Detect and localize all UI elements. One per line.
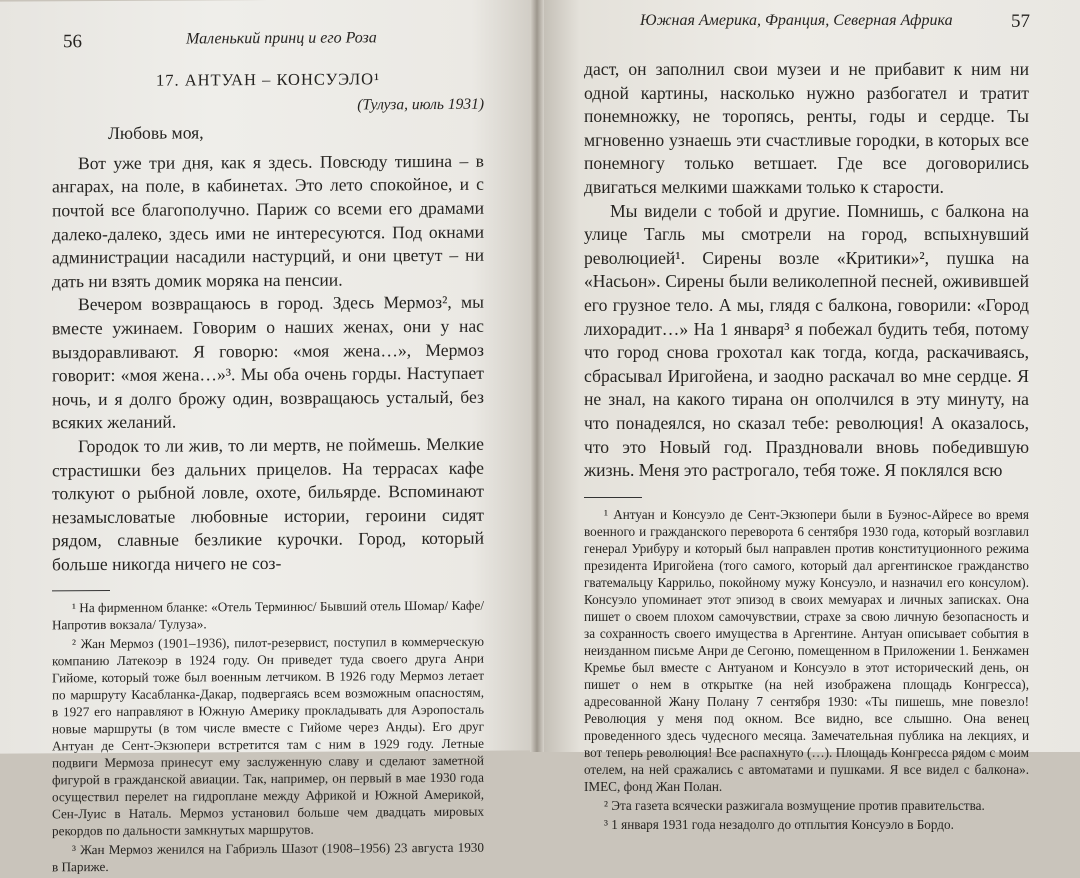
running-header: Южная Америка, Франция, Северная Африка: [640, 12, 953, 29]
footnotes: [52, 597, 484, 876]
page-number: 56: [63, 31, 82, 53]
right-page-body: [584, 58, 1029, 835]
footnote: ¹ Антуан и Консуэло де Сент-Экзюпери были в Буэнос-Айресе во время военного и гражданского переворота 6 сентября 1930 года, который возглавил генерал Урибуру и который был направлен против конституционного режима президента Иригойена (того самого, который дал аргентинское гражданство гватемальцу Каррильо, покойному мужу Консуэло, и назначил его консулом). Консуэло упоминает этот эпизод в своих мемуарах и личных записках. Она пишет о своем плохом самочувствии, страхе за свою личную безопасность и за сохранность своего имущества в Аргентине. Антуан описывает события в неизданном письме Анри де Сегоню, помещенном в Приложении 1. Бенжамен Кремье был вместе с Антуаном и Консуэло в этот исторический день, он пишет о нем в открытке (на ней изображена площадь Конгресса), адресованной Жану Полану 7 сентября 1930: «Ты пишешь, мне повезло! Революция у меня под окном. Все видно, все слышно. Она венец проведенного здесь чудесного месяца. Замечательная публика на лекциях, и вот теперь революция! Все распахнуто (…). Площадь Конгресса рядом с моим отелем, на ней сражались с автоматами и пушками. Я все видел с балкона». IMEC, фонд Жан Полан.: [584, 506, 1029, 794]
footnote: ² Эта газета всячески разжигала возмущение против правительства.: [604, 797, 985, 813]
page-number: 57: [1011, 11, 1030, 32]
footnote: ² Жан Мермоз (1901–1936), пилот-резервист, поступил в коммерческую компанию Латекоэр в 1924 году. Он приведет туда своего друга Анри Гийоме, который тоже был военным летчиком. В 1926 году Мермоз летает по маршруту Касабланка-Дакар, подвергаясь всем возможным опасностям, в 1927 его направляют в Южную Америку прокладывать для Аэропосталь новые маршруты (в том числе вместе с Гийоме через Анды). Его друг Антуан де Сент-Экзюпери встретится там с ним в 1929 году. Летные подвиги Мермоза принесут ему заслуженную славу и сделают заметной фигурой в гражданской авиации. Так, например, он первый в мае 1930 года осуществил перелет на гидроплане между Африкой и Южной Америкой, Сен-Луис в Наталь. Мермоз установил больше чем двадцать мировых рекордов по дальности замкнутых маршрутов.: [52, 634, 484, 839]
right-page: [536, 0, 1080, 832]
paragraph: Мы видели с тобой и другие. Помнишь, с балкона на улице Тагль мы смотрели на город, вспыхнувший революцией¹. Сирены возле «Критики»², пушка на «Насьон». Сирены были великолепной песней, оживившей его грузное тело. А мы, глядя с балкона, говорили: «Город лихорадит…» На 1 января³ я побежал будить тебя, потому что город снова грохотал как тогда, когда, раскачиваясь, сбрасывал Иригойена, и заодно раскачал во мне сердце. Я не знал, на какого тирана он ополчился в эту минуту, на что понадеялся, но сказал тебе: революция! А оказалось, что это Новый год. Праздновали вновь победившую жизнь. Меня это растрогало, тебя тоже. Я поклялся всю: [584, 200, 1029, 481]
salutation: Любовь моя,: [108, 122, 204, 144]
letter-place-date: (Тулуза, июль 1931): [357, 95, 484, 114]
footnote-rule: [584, 497, 642, 498]
left-page: [0, 0, 536, 875]
footnote: ³ Жан Мермоз женился на Габриэль Шазот (1908–1956) 23 августа 1930 в Париже.: [52, 840, 484, 875]
footnote: ¹ На фирменном бланке: «Отель Терминюс/ Бывший отель Шомар/ Кафе/ Напротив вокзала/ Тулуза».: [52, 598, 484, 633]
paragraph: Вот уже три дня, как я здесь. Повсюду тишина – в ангарах, на поле, в кабинетах. Это лето спокойное, и с почтой все благополучно. Париж со всеми его драмами далеко-далеко, здесь ими не интересуются. Под окнами администрации насадили настурций, и они цветут – ни дать ни взять домик моряка на пенсии.: [52, 150, 484, 292]
paragraph: даст, он заполнил свои музеи и не прибавит к ним ни одной картины, насколько нужно разбогател и тратит понемножку, не торопясь, ренты, годы и сердце. Ты мгновенно узнаешь эти счастливые городки, в которых все понемногу только ветшает. Где все договорились двигаться мелкими шажками только к старости.: [584, 59, 1029, 197]
left-page-body: [52, 67, 484, 878]
paragraph: Вечером возвращаюсь в город. Здесь Мермоз², мы вместе ужинаем. Говорим о наших женах, они у нас выздоравливают. Я говорю: «моя жена…», Мермоз говорит: «моя жена…»³. Мы оба очень горды. Наступает ночь, и я долго брожу один, возвращаюсь усталый, без всяких желаний.: [52, 292, 484, 433]
book-gutter: [530, 0, 544, 752]
paragraph: Городок то ли жив, то ли мертв, не поймешь. Мелкие страстишки без дальних прицелов. На террасах кафе толкуют о рыбной ловле, охоте, бильярде. Вспоминают незамысловатые любовные истории, героини сидят рядом, славные безликие курочки. Город, который больше никогда ничего не соз-: [52, 433, 484, 575]
footnote-rule: [52, 590, 110, 591]
footnote: ³ 1 января 1931 года незадолго до отплытия Консуэло в Бордо.: [604, 816, 954, 832]
footnotes: [584, 506, 1029, 833]
running-header: Маленький принц и его Роза: [186, 29, 377, 48]
letter-heading: 17. АНТУАН – КОНСУЭЛО¹: [155, 69, 381, 90]
